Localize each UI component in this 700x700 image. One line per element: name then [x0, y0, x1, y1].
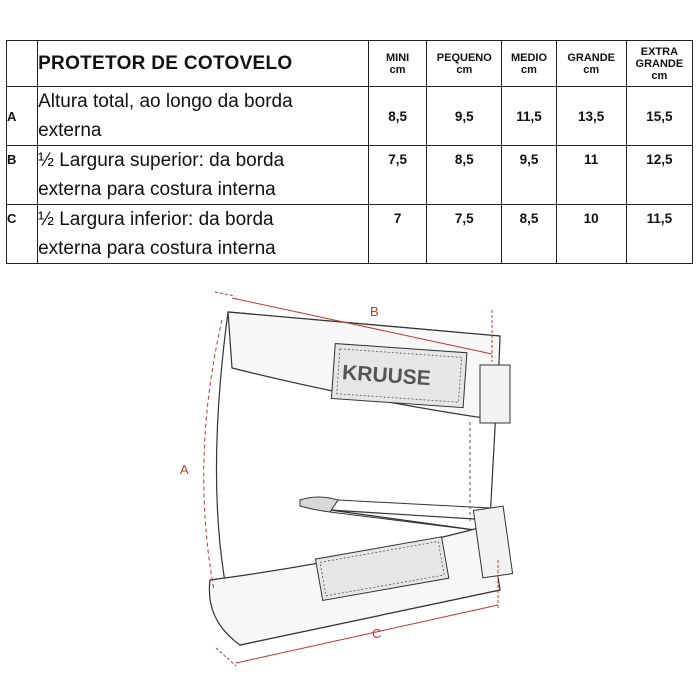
dimension-a [180, 320, 222, 590]
row-desc-line2: externa [38, 120, 102, 141]
size-unit: cm [521, 63, 537, 76]
size-header-medio [502, 41, 556, 87]
size-name: MEDIO [510, 51, 548, 64]
row-desc-line1: Altura total, ao longo da borda [38, 91, 293, 112]
value-mini: 7 [369, 205, 427, 264]
value-grande: 13,5 [556, 87, 626, 146]
value-grande: 11 [556, 146, 626, 205]
label-c: C [372, 626, 382, 641]
value-medio: 8,5 [502, 205, 556, 264]
size-unit: cm [389, 63, 406, 76]
table-title: PROTETOR DE COTOVELO [38, 41, 369, 87]
row-description [38, 87, 369, 146]
value-pequeno: 9,5 [427, 87, 502, 146]
size-header-grande [556, 41, 626, 87]
row-letter: B [7, 146, 38, 205]
table-row-a [7, 87, 693, 146]
value-pequeno: 7,5 [427, 205, 502, 264]
row-description [38, 205, 369, 264]
kruuse-logo-patch [331, 344, 467, 408]
size-header-mini [369, 41, 427, 87]
size-unit: cm [651, 69, 668, 82]
value-pequeno: 8,5 [427, 146, 502, 205]
size-name: GRANDE [635, 57, 684, 70]
row-desc-line1: ½ Largura inferior: da borda [38, 209, 274, 230]
slit-edge-top [338, 500, 490, 508]
value-mini: 8,5 [369, 87, 427, 146]
value-extra-grande: 11,5 [626, 205, 692, 264]
header-empty-cell [7, 41, 38, 87]
row-description [38, 146, 369, 205]
size-name: GRANDE [567, 51, 615, 64]
upper-strap-buckle [480, 365, 510, 423]
size-table [6, 40, 693, 264]
size-name: PEQUENO [436, 51, 492, 64]
size-unit: cm [456, 63, 473, 76]
row-desc-line2: externa para costura interna [38, 238, 276, 259]
elbow-protector-drawing [0, 270, 700, 700]
value-medio: 9,5 [502, 146, 556, 205]
size-name-line1: EXTRA [640, 45, 679, 58]
size-name: MINI [385, 51, 410, 64]
value-extra-grande: 15,5 [626, 87, 692, 146]
value-medio: 11,5 [502, 87, 556, 146]
kruuse-logo-text: KRUUSE [341, 361, 432, 391]
size-header-extra-grande [626, 41, 692, 87]
value-grande: 10 [556, 205, 626, 264]
size-unit: cm [583, 63, 600, 76]
value-mini: 7,5 [369, 146, 427, 205]
table-row-b [7, 146, 693, 205]
header-row [7, 41, 693, 87]
value-extra-grande: 12,5 [626, 146, 692, 205]
size-header-pequeno [427, 41, 502, 87]
row-desc-line2: externa para costura interna [38, 179, 276, 200]
label-b: B [370, 304, 379, 319]
row-letter: A [7, 87, 38, 146]
row-letter: C [7, 205, 38, 264]
row-desc-line1: ½ Largura superior: da borda [38, 150, 285, 171]
table-row-c [7, 205, 693, 264]
label-a: A [180, 462, 189, 477]
